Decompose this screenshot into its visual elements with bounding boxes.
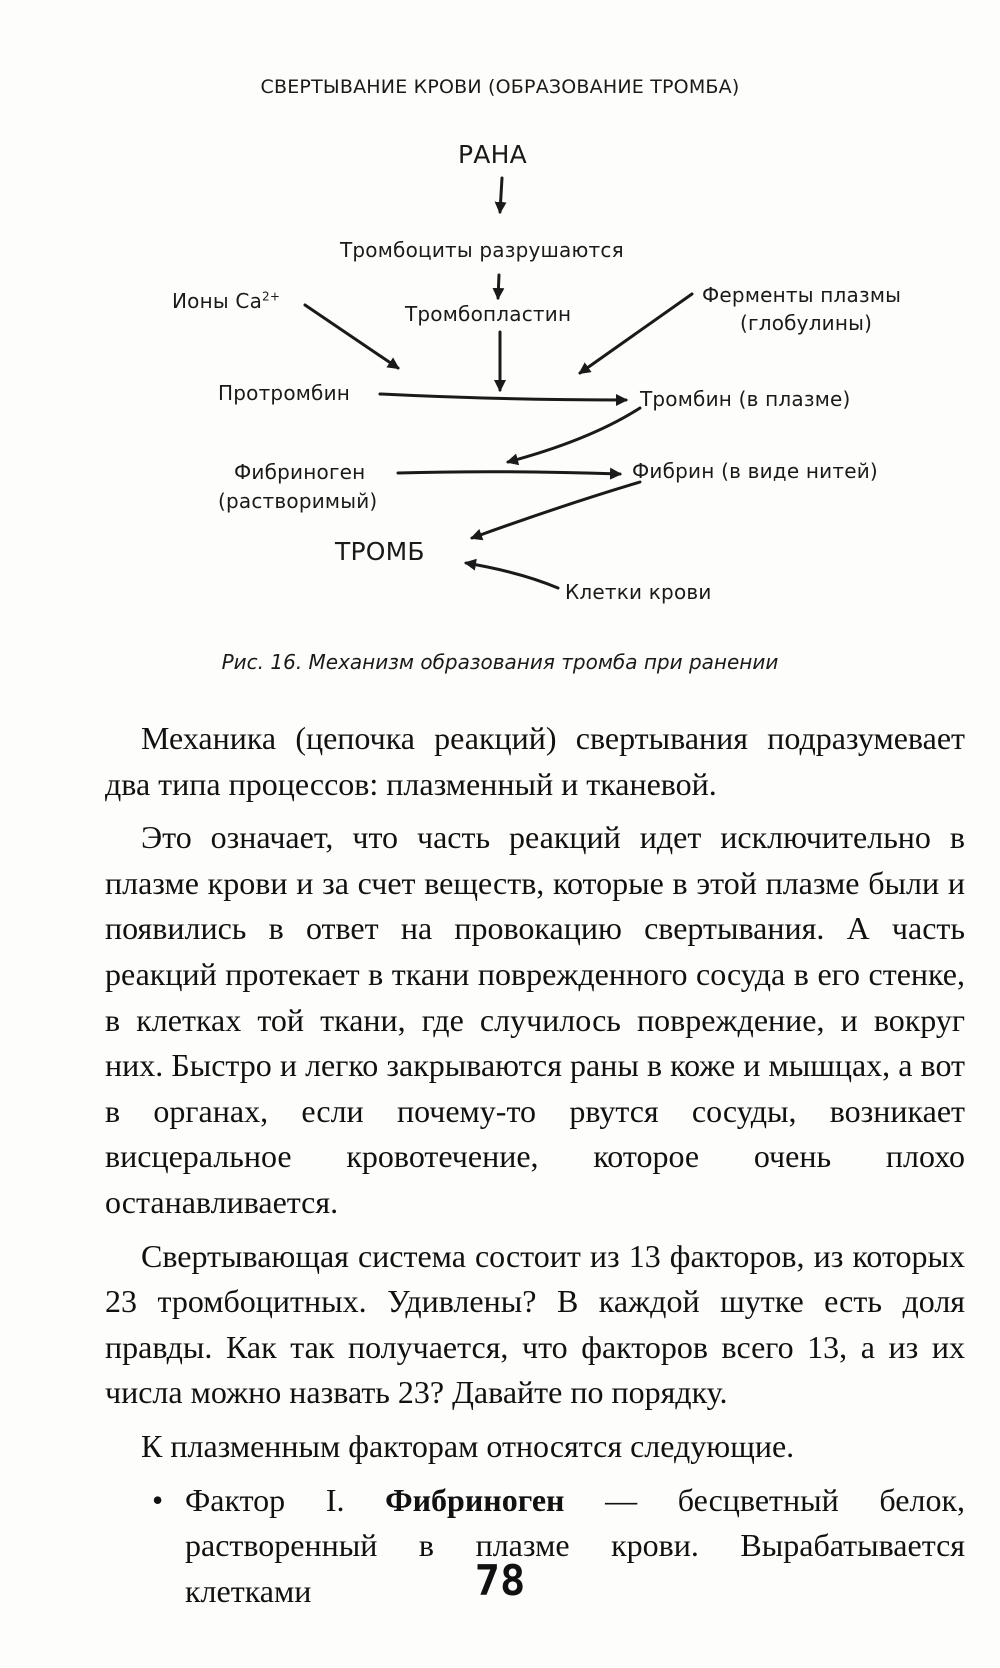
label-thromboplastin: Тромбопластин xyxy=(405,302,572,326)
arrow-thrombin-back xyxy=(508,408,640,462)
label-clot: ТРОМБ xyxy=(335,537,425,566)
bullet-marker: • xyxy=(152,1481,164,1518)
label-prothrombin: Протромбин xyxy=(218,381,351,405)
arrow-prothrombin-thrombin xyxy=(380,394,626,400)
arrow-calcium xyxy=(305,305,398,368)
paragraph: Свертывающая система состоит из 13 факторов, из которых 23 тромбоцитных. Удивлены? В каждой шутке есть доля правды. Как так получается, что факторов всего 13, а из их числа можно назвать 23? Давайте по порядку. xyxy=(105,1237,965,1411)
label-fibrin: Фибрин (в виде нитей) xyxy=(632,459,878,483)
body-text xyxy=(105,716,965,1614)
arrow-fibrinogen-fibrin xyxy=(398,472,620,474)
label-plasma-enzymes-1: Ферменты плазмы xyxy=(702,283,902,307)
paragraph: Это означает, что часть реакций идет исключительно в плазме крови и за счет веществ, которые в этой плазме были и появились в ответ на провокацию свертывания. А часть реакций протекает в ткани поврежденного сосуда в его стенке, в клетках той ткани, где случилось повреждение, и вокруг них. Быстро и легко закрываются раны в коже и мышцах, а вот в органах, если почему-то рвутся сосуды, возникает висцеральное кровотечение, которое очень плохо останавливается. xyxy=(105,819,965,1220)
clotting-diagram xyxy=(0,0,1000,700)
bullet-text: — бесцветный белок, растворенный в плазме крови. Вырабатывается клетками xyxy=(185,1481,965,1609)
arrow-fibrin-clot xyxy=(472,482,640,538)
label-fibrinogen-2: (растворимый) xyxy=(218,489,378,513)
label-thrombin: Тромбин (в плазме) xyxy=(640,387,851,411)
arrow-platelets-thromboplastin xyxy=(498,275,499,298)
arrow-wound-platelets xyxy=(500,178,502,212)
label-fibrinogen-1: Фибриноген xyxy=(234,460,366,484)
label-blood-cells: Клетки крови xyxy=(565,580,712,604)
label-calcium: Ионы $Ca^{2+}$ xyxy=(172,289,281,313)
label-platelets: Тромбоциты разрушаются xyxy=(340,238,624,262)
arrow-enzymes xyxy=(580,294,692,373)
bullet-prefix: Фактор I. xyxy=(185,1481,386,1518)
bullet-term: Фибриноген xyxy=(385,1481,565,1518)
label-plasma-enzymes-2: (глобулины) xyxy=(740,311,873,335)
paragraph: Механика (цепочка реакций) свертывания подразумевает два типа процессов: плазменный и тканевой. xyxy=(105,720,965,802)
label-wound: РАНА xyxy=(458,140,527,169)
page-number: 78 xyxy=(474,1556,526,1605)
figure-title: СВЕРТЫВАНИЕ КРОВИ (ОБРАЗОВАНИЕ ТРОМБА) xyxy=(260,76,740,98)
diagram-arrows xyxy=(0,0,1000,700)
paragraph: К плазменным факторам относятся следующие. xyxy=(141,1427,795,1464)
figure-caption: Рис. 16. Механизм образования тромба при ранении xyxy=(221,650,779,674)
arrow-cells-clot xyxy=(466,563,558,588)
